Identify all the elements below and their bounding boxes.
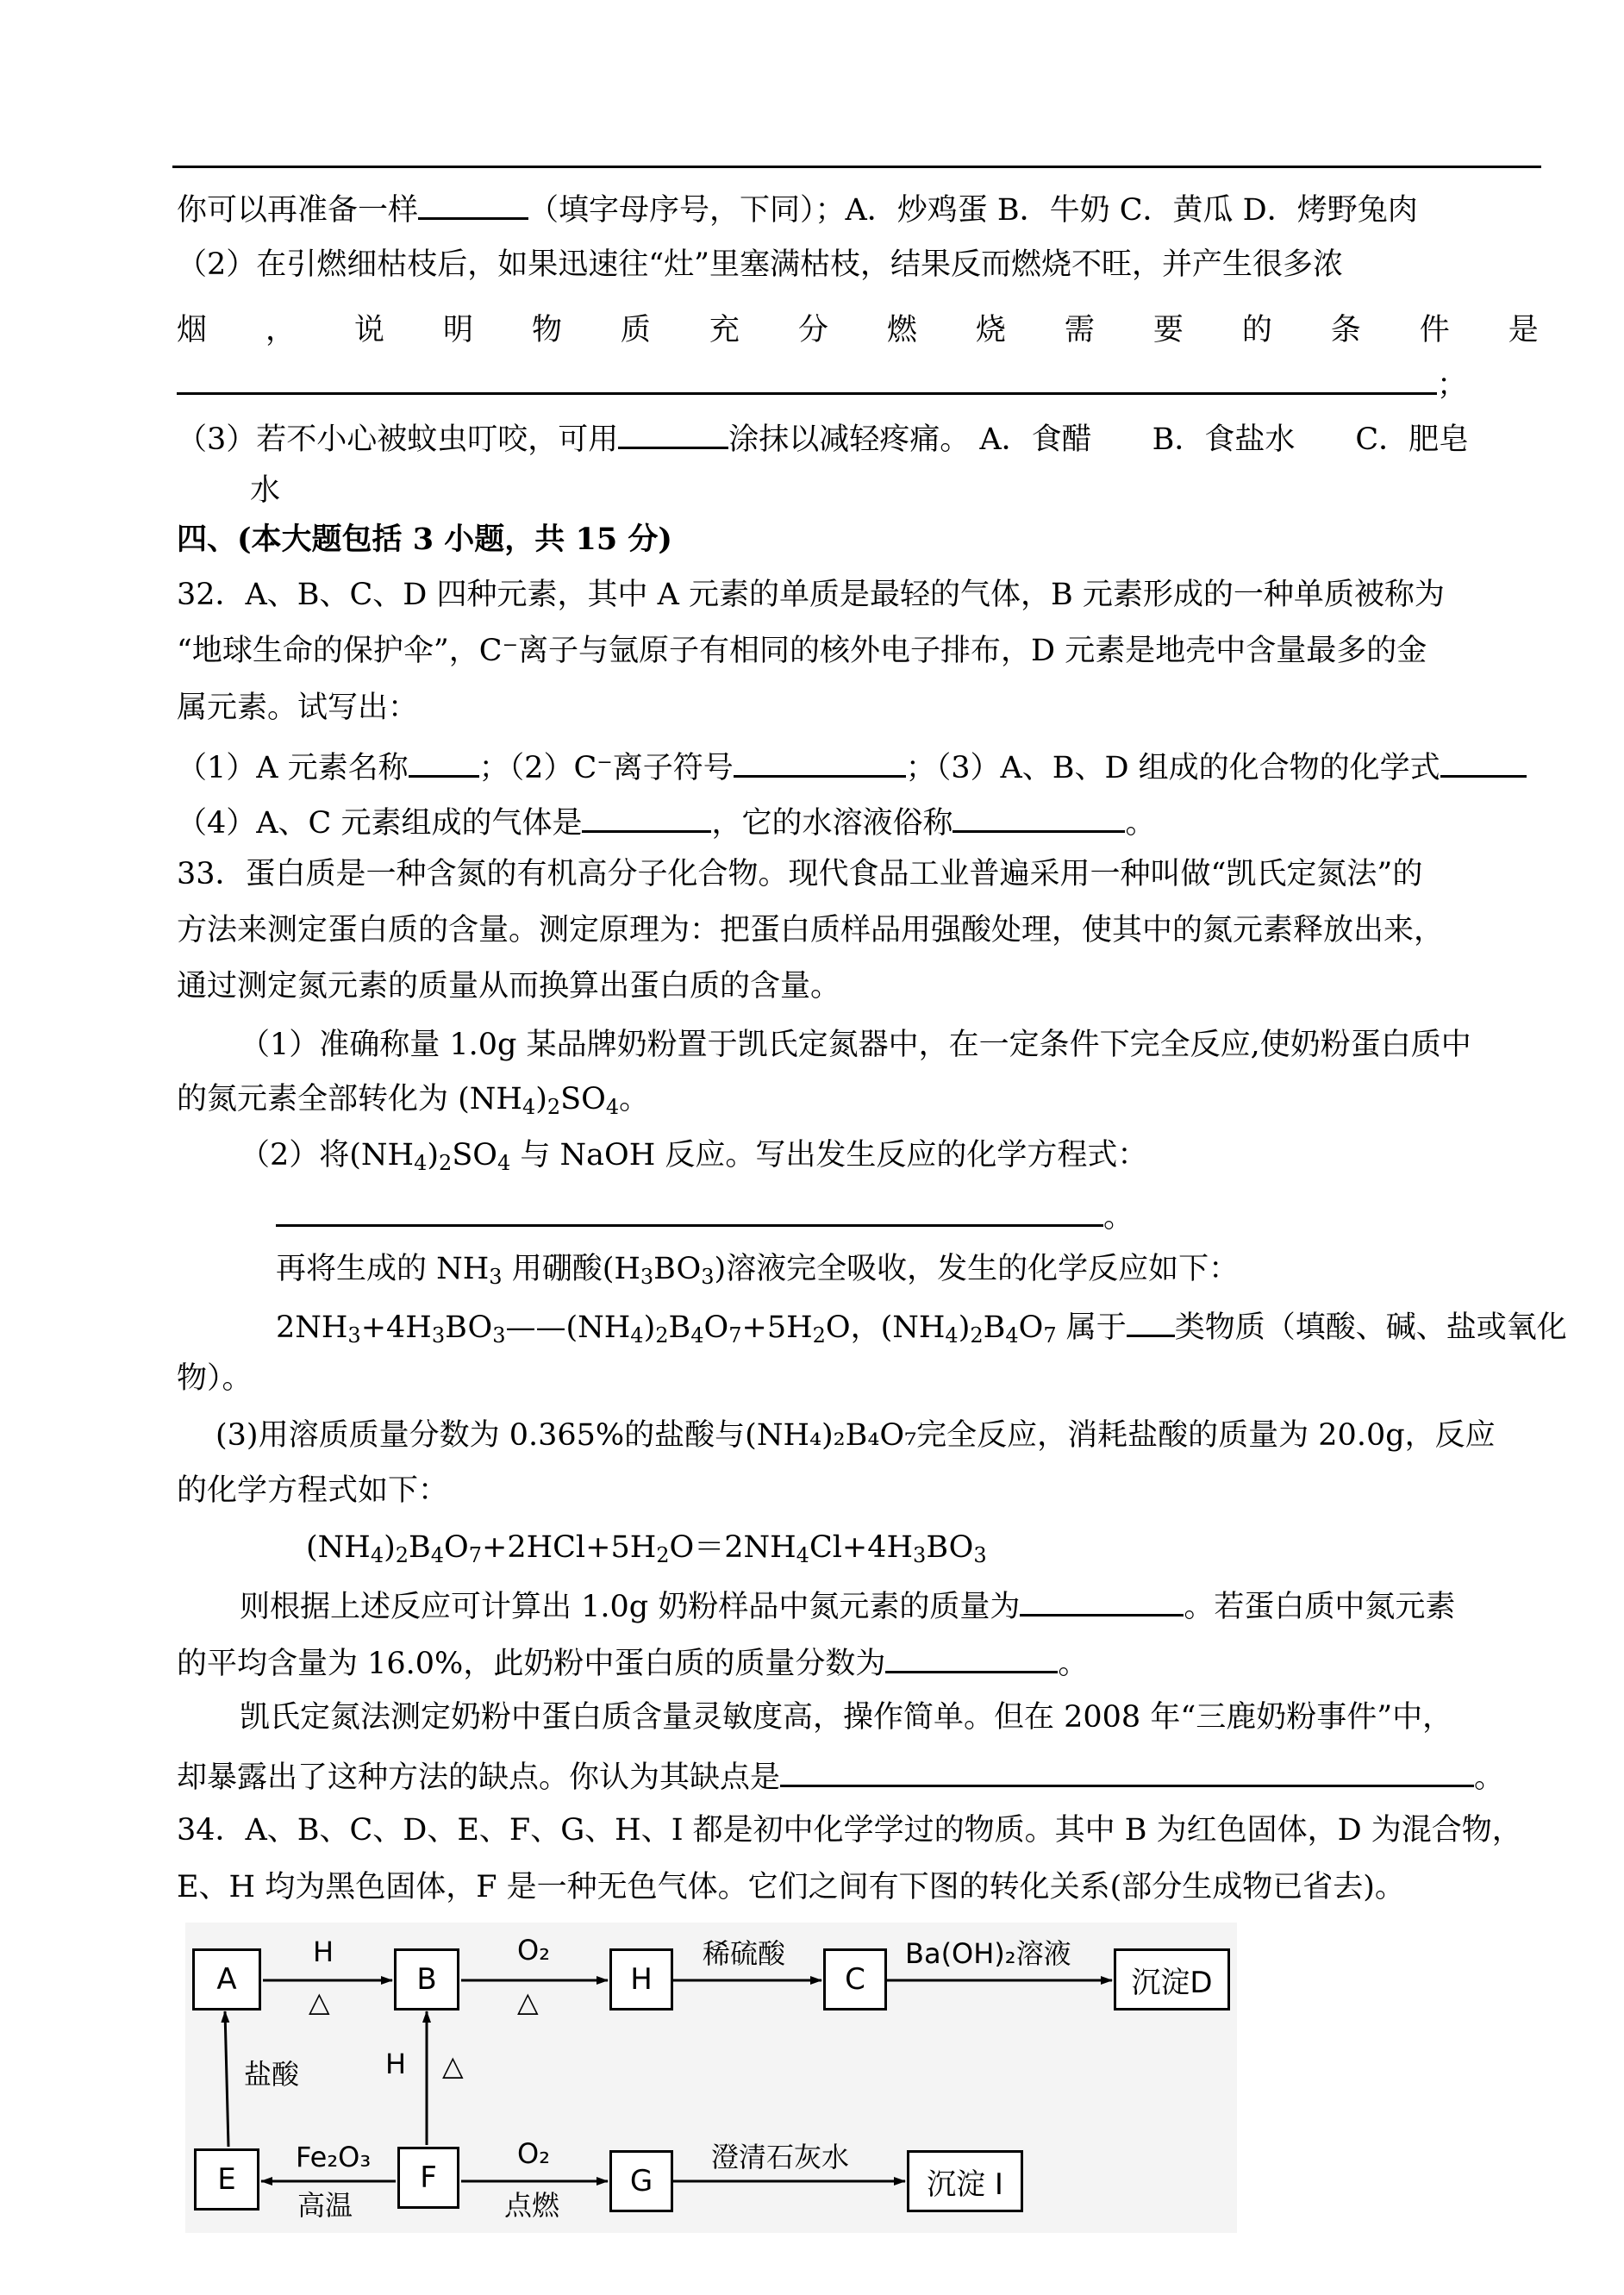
box-b: B (394, 1948, 459, 2010)
q33-equation: $(NH_4)_2B_4O_7+2HCl+5H_2O=2NH_4Cl+4H_3BO_3$ (306, 1530, 987, 1567)
q33-line15: 的平均含量为 16.0%，此奶粉中蛋白质的质量分数为 。 (177, 1647, 1089, 1681)
label-ab-bottom: △ (309, 1985, 330, 2018)
q33-line1: 33．蛋白质是一种含氮的有机高分子化合物。现代食品工业普遍采用一种叫做“凯氏定氮法”的 (177, 857, 1423, 891)
q33-line10: 物）。 (177, 1361, 253, 1396)
top-rule (172, 166, 1541, 168)
q33-line9: $2NH_3+4H_3BO_3——(NH_4)_2B_4O_7+5H_2O$，$(NH_4)_2B_4O_7$ 属于 类物质（填酸、碱、盐或氧化 (276, 1310, 1567, 1348)
label-fe-top: Fe₂O₃ (296, 2141, 372, 2173)
q32-line5: （4）A、C 元素组成的气体是 ，它的水溶液俗称 。 (177, 806, 1156, 841)
label-fb-h: H (385, 2048, 407, 2080)
answer-blank[interactable] (1020, 1588, 1184, 1617)
box-h: H (609, 1948, 673, 2010)
line-food: 你可以再准备一样 （填字母序号，下同）；A．炒鸡蛋 B．牛奶 C．黄瓜 D．烤野兔肉 (177, 193, 1418, 228)
label-bh-bottom: △ (517, 1985, 539, 2018)
answer-blank-long[interactable] (177, 366, 1437, 395)
q32-line2: “地球生命的保护伞”，C⁻离子与氩原子有相同的核外电子排布，D 元素是地壳中含量最多的金 (177, 634, 1427, 668)
long-answer-line: ； (177, 366, 1467, 401)
q33-line8: 再将生成的 $NH_3$ 用硼酸$(H_3BO_3)$溶液完全吸收，发生的化学反应如下： (276, 1252, 1240, 1289)
box-c: C (823, 1948, 887, 2010)
box-g: G (609, 2150, 673, 2212)
label-fe-bottom: 高温 (297, 2189, 353, 2222)
label-fg-bottom: 点燃 (504, 2189, 560, 2222)
q33-line6: （2）将$(NH_4)_2SO_4$ 与 NaOH 反应。写出发生反应的化学方程式： (240, 1138, 1148, 1175)
box-i: 沉淀 I (907, 2150, 1023, 2212)
label-fg-top: O₂ (517, 2137, 551, 2170)
label-ab-top: H (313, 1935, 334, 1968)
q33-line12: 的化学方程式如下： (177, 1473, 449, 1508)
section-heading: 四、(本大题包括 3 小题，共 15 分) (177, 522, 672, 557)
question-3-wrap: 水 (250, 473, 281, 508)
answer-blank[interactable] (1440, 749, 1527, 778)
q33-line16: 凯氏定氮法测定奶粉中蛋白质含量灵敏度高，操作简单。但在 2008 年“三鹿奶粉事件”中， (240, 1700, 1453, 1735)
arrow-e-a (225, 2011, 228, 2147)
box-a: A (192, 1948, 261, 2010)
label-bh-top: O₂ (517, 1934, 551, 1967)
answer-blank-long[interactable] (780, 1759, 1474, 1787)
label-ea: 盐酸 (244, 2058, 300, 2091)
q32-line3: 属元素。试写出： (177, 691, 419, 725)
q33-line3: 通过测定氮元素的质量从而换算出蛋白质的含量。 (177, 969, 841, 1004)
q33-line5: 的氮元素全部转化为 $(NH_4)_2SO_4$。 (177, 1082, 650, 1119)
q33-line17: 却暴露出了这种方法的缺点。你认为其缺点是 。 (177, 1760, 1505, 1795)
box-e: E (194, 2148, 259, 2211)
answer-blank[interactable] (582, 804, 711, 833)
q33-line2: 方法来测定蛋白质的含量。测定原理为：把蛋白质样品用强酸处理，使其中的氮元素释放出来， (177, 913, 1445, 947)
q33-line11: (3)用溶质质量分数为 0.365%的盐酸与(NH₄)₂B₄O₇完全反应，消耗盐酸的质量为 20.0g，反应 (215, 1418, 1496, 1453)
label-fb-triangle: △ (442, 2049, 464, 2082)
answer-blank[interactable] (418, 191, 528, 220)
box-f: F (397, 2147, 459, 2209)
question-2-spread-line: 烟 ， 说 明 物 质 充 分 燃 烧 需 要 的 条 件 是 (177, 313, 1539, 347)
answer-blank[interactable] (953, 804, 1125, 833)
q33-line14: 则根据上述反应可计算出 1.0g 奶粉样品中氮元素的质量为 。若蛋白质中氮元素 (240, 1590, 1456, 1624)
answer-blank[interactable] (409, 749, 479, 778)
label-gi: 澄清石灰水 (711, 2141, 850, 2173)
q34-line1: 34．A、B、C、D、E、F、G、H、I 都是初中化学学过的物质。其中 B 为红色固体，D 为混合物， (177, 1813, 1522, 1848)
conversion-diagram (185, 1923, 1237, 2233)
q32-line4: （1）A 元素名称 ；（2）C⁻离子符号 ；（3）A、B、D 组成的化合物的化学式 (177, 749, 1527, 784)
label-hc: 稀硫酸 (703, 1937, 786, 1970)
answer-blank-equation[interactable] (276, 1198, 1103, 1227)
box-d: 沉淀D (1114, 1948, 1230, 2010)
answer-blank[interactable] (1127, 1309, 1175, 1337)
q34-line2: E、H 均为黑色固体，F 是一种无色气体。它们之间有下图的转化关系(部分生成物已省去)。 (177, 1870, 1405, 1904)
label-cd: Ba(OH)₂溶液 (905, 1937, 1071, 1970)
question-2-line: （2）在引燃细枯枝后，如果迅速往“灶”里塞满枯枝，结果反而燃烧不旺，并产生很多浓 (177, 247, 1344, 282)
answer-blank[interactable] (618, 421, 728, 449)
question-3-line: （3）若不小心被蚊虫叮咬，可用 涂抹以减轻疼痛。 A．食醋 B．食盐水 C．肥皂 (177, 422, 1470, 457)
q33-line7: 。 (276, 1198, 1134, 1233)
q33-line4: （1）准确称量 1.0g 某品牌奶粉置于凯氏定氮器中，在一定条件下完全反应,使奶粉蛋白质中 (240, 1028, 1471, 1062)
answer-blank[interactable] (734, 749, 906, 778)
q32-line1: 32．A、B、C、D 四种元素，其中 A 元素的单质是最轻的气体，B 元素形成的一种单质被称为 (177, 578, 1445, 612)
answer-blank[interactable] (885, 1645, 1058, 1673)
